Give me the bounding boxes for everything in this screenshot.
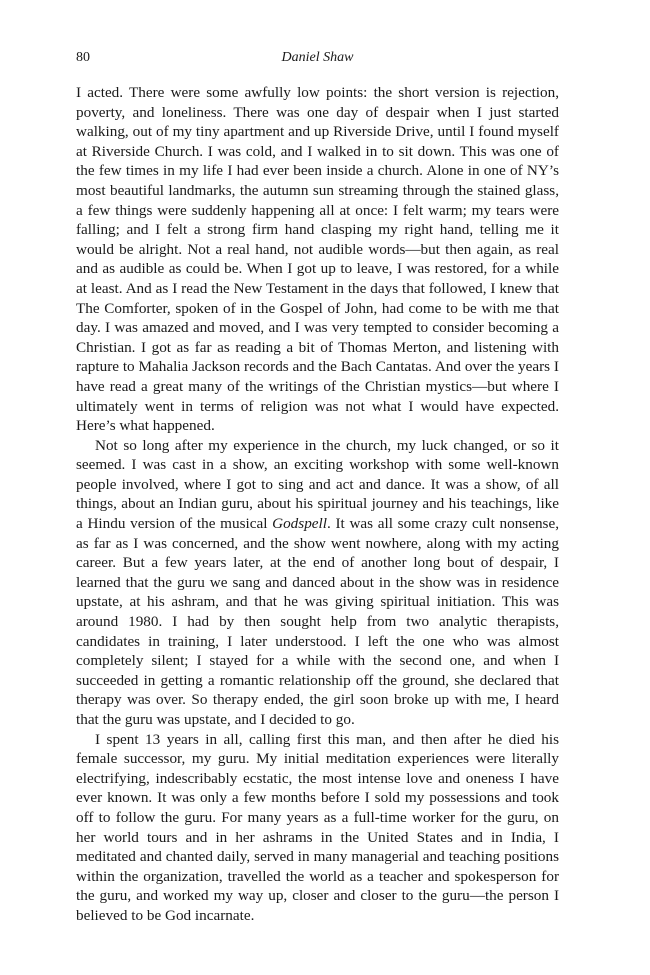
paragraph-1: I acted. There were some awfully low points: the short version is rejection, poverty, and loneliness. There was one day of despair when I just started walking, out of my tiny apartment and up Riverside Drive, until I found myself at Riverside Church. I was cold, and I walked in to sit down. This was one of the few times in my life I had ever been inside a church. Alone in one of NY’s most beautiful landmarks, the autumn sun streaming through the stained glass, a few things were suddenly happening all at once: I felt warm; my tears were falling; and I felt a strong firm hand clasping my right hand, telling me it would be alright. Not a real hand, not audible words—but then again, as real and as audible as could be. When I got up to leave, I was restored, for a while at least. And as I read the New Testament in the days that followed, I knew that The Comforter, spoken of in the Gospel of John, had come to be with me that day. I was amazed and moved, and I was very tempted to consider becoming a Christian. I got as far as reading a bit of Thomas Merton, and listening with rapture to Mahalia Jackson records and the Bach Cantatas. And over the years I have read a great many of the writings of the Christian mystics—but where I ultimately went in terms of religion was not what I would have expected. Here’s what happened.: [76, 84, 559, 435]
page-number: 80: [76, 50, 90, 65]
paragraph-2-text-a: Not so long after my experience in the church, my luck changed, or so it seemed. I was cast in a show, an exciting workshop with some well-known people involved, where I got to sing and act and dance. It was a show, of all things, about an Indian guru, about his spiritual journey and his teachings, like a Hindu version of the musical: [76, 436, 559, 533]
body-text: [76, 83, 559, 926]
paragraph-2-text-b: . It was all some crazy cult nonsense, as far as I was concerned, and the show went nowhere, along with my acting career. But a few years later, at the end of another long bout of despair, I learned that the guru we sang and danced about in the show was in residence upstate, at his ashram, and that he was giving spiritual initiation. This was around 1980. I had by then sought help from two analytic therapists, candidates in training, I later understood. I left the one who was almost completely silent; I stayed for a while with the second one, and when I succeeded in getting a romantic relationship off the ground, she declared that therapy was over. So therapy ended, the girl soon broke up with me, I heard that the guru was upstate, and I decided to go.: [76, 515, 559, 728]
running-title: Daniel Shaw: [281, 50, 354, 65]
paragraph-2-italic-title: Godspell: [272, 515, 327, 533]
paragraph-2: [76, 436, 559, 730]
running-head: [76, 50, 559, 72]
paragraph-3: I spent 13 years in all, calling first this man, and then after he died his female successor, my guru. My initial meditation experiences were literally electrifying, indescribably ecstatic, the most intense love and oneness I have ever known. It was only a few months before I sold my possessions and took off to follow the guru. For many years as a full-time worker for the guru, on her world tours and in her ashrams in the United States and in India, I meditated and chanted daily, served in many managerial and teaching positions within the organization, travelled the world as a teacher and spokesperson for the guru, and worked my way up, closer and closer to the guru—the person I believed to be God incarnate.: [76, 730, 559, 924]
book-page: [76, 50, 559, 926]
